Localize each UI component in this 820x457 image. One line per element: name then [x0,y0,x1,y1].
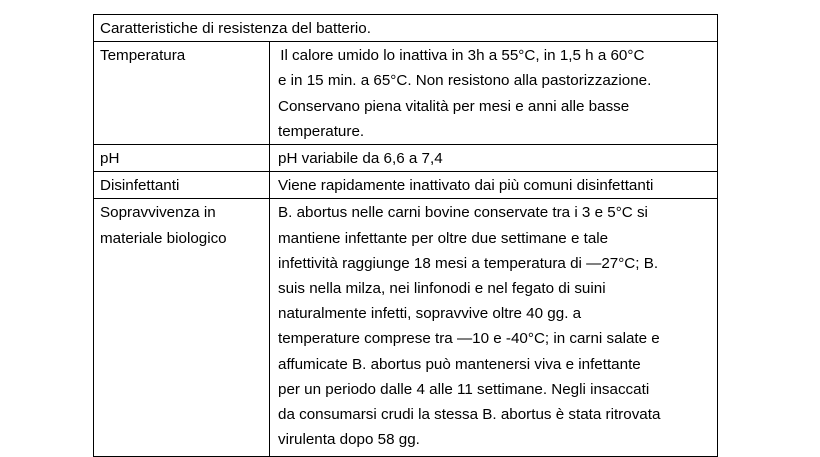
value-line: infettività raggiunge 18 mesi a temperatura di —27°C; B. [278,254,659,272]
value-line: temperature. [278,122,365,140]
value-line: naturalmente infetti, sopravvive oltre 40 gg. a [278,305,582,323]
row-label: Temperatura [94,42,270,145]
value-line: e in 15 min. a 65°C. Non resistono alla pastorizzazione. [278,72,652,90]
value-line: temperature comprese tra —10 e -40°C; in carni salate e [278,330,660,348]
value-line: Viene rapidamente inattivato dai più comuni disinfettanti [278,177,654,195]
label-line: materiale biologico [100,229,227,247]
row-label: Disinfettanti [94,172,270,199]
table-row-sopravvivenza [94,199,718,457]
value-line: B. abortus nelle carni bovine conservate tra i 3 e 5°C si [278,204,648,222]
value-line: Conservano piena vitalità per mesi e anni alle basse [278,97,630,115]
value-line: affumicate B. abortus può mantenersi viva e infettante [278,355,641,373]
label-line: Sopravvivenza in [100,204,216,222]
table-row-disinfettanti [94,172,718,199]
table-caption-row [94,15,718,42]
table-caption: Caratteristiche di resistenza del batterio. [94,15,718,42]
row-value [270,199,718,457]
value-line: virulenta dopo 58 gg. [278,431,420,449]
row-value [270,42,718,145]
value-line: mantiene infettante per oltre due settimane e tale [278,229,609,247]
row-value [270,172,718,199]
row-label [94,199,270,457]
value-line: per un periodo dalle 4 alle 11 settimane. Negli insaccati [278,380,650,398]
resistance-table [93,14,718,457]
row-value [270,145,718,172]
value-line: suis nella milza, nei linfonodi e nel fegato di suini [278,280,606,298]
table-row-ph [94,145,718,172]
value-line: da consumarsi crudi la stessa B. abortus è stata ritrovata [278,406,661,424]
row-label: pH [94,145,270,172]
value-line: Il calore umido lo inattiva in 3h a 55°C, in 1,5 h a 60°C [276,47,645,65]
table-row-temperatura [94,42,718,145]
value-line: pH variabile da 6,6 a 7,4 [278,150,443,168]
